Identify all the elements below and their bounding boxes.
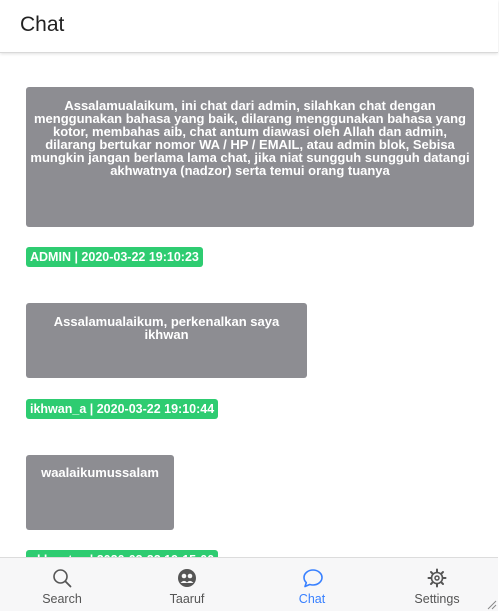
- chat-bubble: [26, 87, 474, 227]
- page-title: Chat: [20, 13, 65, 36]
- bottom-tab-bar: [0, 557, 498, 611]
- resize-grip-icon[interactable]: [488, 601, 496, 609]
- people-icon: [177, 568, 197, 588]
- tab-label: Settings: [414, 592, 460, 606]
- tab-taaruf[interactable]: [125, 558, 249, 612]
- chat-message-text: waalaikumussalam: [41, 465, 159, 480]
- app-header: [0, 0, 498, 53]
- message-meta-badge: ikhwan_a | 2020-03-22 19:10:44: [26, 399, 218, 419]
- search-icon: [52, 568, 72, 588]
- message-meta-badge: ADMIN | 2020-03-22 19:10:23: [26, 247, 203, 267]
- tab-chat[interactable]: [250, 558, 374, 612]
- tab-label: Taaruf: [169, 592, 205, 606]
- tab-label: Chat: [298, 592, 326, 606]
- chat-message-text: Assalamualaikum, perkenalkan saya ikhwan: [53, 314, 280, 342]
- chat-bubble: [26, 455, 174, 530]
- tab-settings[interactable]: [375, 558, 499, 612]
- gear-icon: [427, 568, 447, 588]
- chat-icon: [302, 568, 324, 588]
- chat-bubble: [26, 303, 307, 378]
- chat-message-text: Assalamualaikum, ini chat dari admin, silahkan chat dengan menggunakan bahasa yang baik, dilarang menggunakan bahasa yang kotor, membahas aib, chat antum diawasi oleh Allah dan admin, dilarang bertukar nomor WA / HP / EMAIL, atau admin blok, Sebisa mungkin jangan berlama lama chat, jika niat sungguh sungguh datangi akhwatnya (nadzor) serta temui orang tuanya: [30, 98, 470, 178]
- tab-search[interactable]: [0, 558, 124, 612]
- chat-message-list[interactable]: [0, 54, 498, 557]
- tab-label: Search: [42, 592, 82, 606]
